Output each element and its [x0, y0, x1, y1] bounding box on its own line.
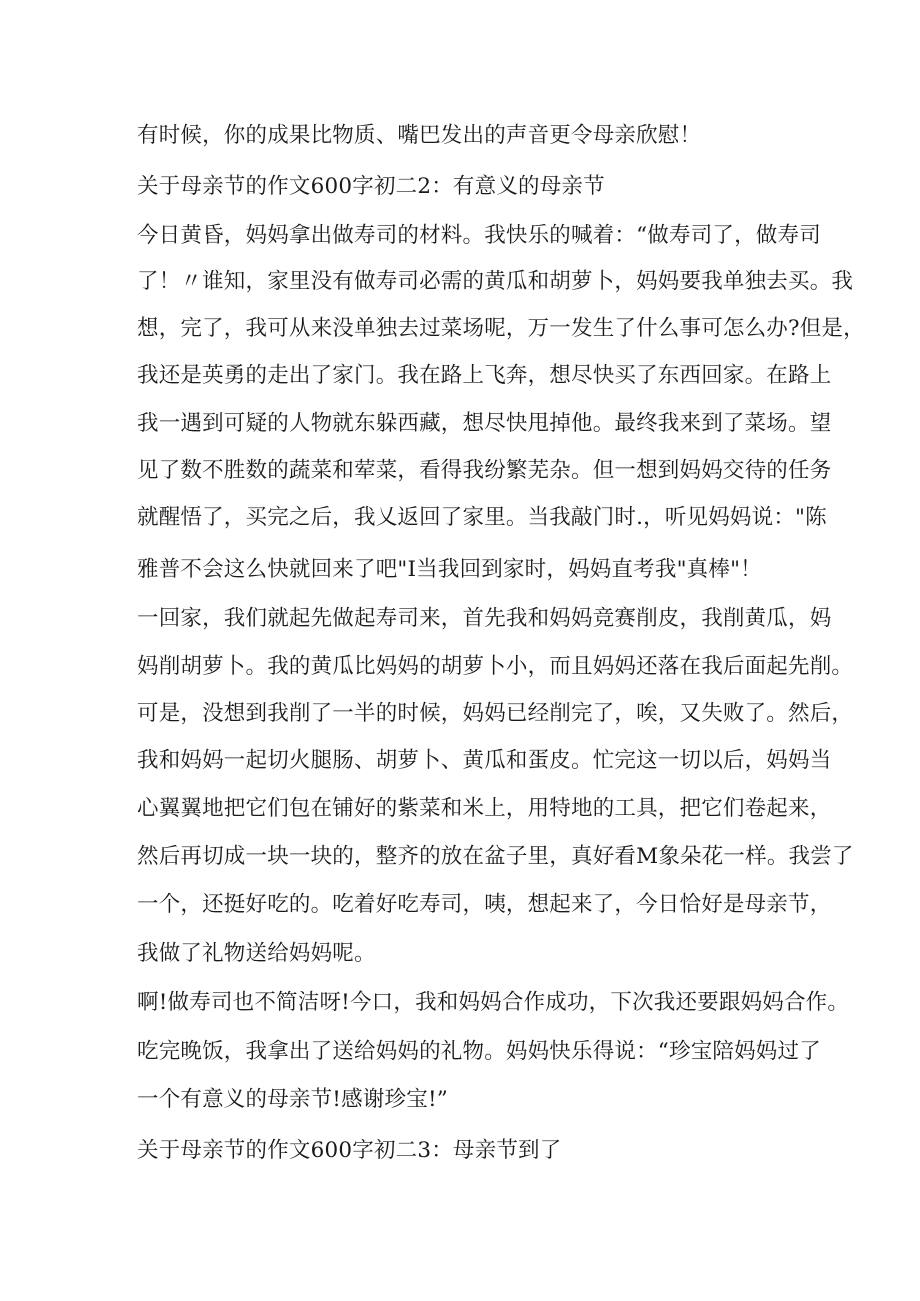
- text-line: 雅普不会这么快就回来了吧"I当我回到家时，妈妈直考我"真棒"！: [137, 557, 762, 582]
- text-line: 心翼翼地把它们包在铺好的紫菜和米上，用特地的工具，把它们卷起来，: [137, 796, 832, 821]
- text-line: 就醒悟了，买完之后，我乂返回了家里。当我敲门时.，听见妈妈说："陈: [137, 505, 827, 530]
- text-line: 有时候，你的成果比物质、嘴巴发出的声音更令母亲欣慰！: [137, 123, 702, 148]
- text-line: 想，完了，我可从来没单独去过菜场呢，万一发生了什么事可怎么办?但是，: [137, 316, 865, 341]
- text-line: 我一遇到可疑的人物就东躲西藏，想尽快甩掉他。最终我来到了菜场。望: [137, 411, 832, 436]
- section-heading: 关于母亲节的作文600字初二3：母亲节到了: [137, 1138, 562, 1163]
- text-line: 可是，没想到我削了一半的时候，妈妈已经削完了，唉，又失败了。然后，: [137, 701, 854, 726]
- text-line: 一回家，我们就起先做起寿司来，首先我和妈妈竞赛削皮，我削黄瓜，妈: [137, 606, 832, 631]
- text-line: 我和妈妈一起切火腿肠、胡萝卜、黄瓜和蛋皮。忙完这一切以后，妈妈当: [137, 748, 832, 773]
- section-heading: 关于母亲节的作文600字初二2：有意义的母亲节: [137, 174, 605, 199]
- text-line: 了！〃谁知，家里没有做寿司必需的黄瓜和胡萝卜，妈妈要我单独去买。我: [137, 269, 854, 294]
- text-line: 见了数不胜数的蔬菜和荤菜，看得我纷繁芜杂。但一想到妈妈交待的任务: [137, 458, 832, 483]
- text-line: 一个有意义的母亲节!感谢珍宝!”: [137, 1087, 448, 1112]
- text-line: 我做了礼物送给妈妈呢。: [137, 941, 376, 966]
- text-line: 我还是英勇的走出了家门。我在路上飞奔，想尽快买了东西回家。在路上: [137, 363, 832, 388]
- text-line: 一个，还挺好吃的。吃着好吃寿司，咦，想起来了，今日恰好是母亲节，: [137, 892, 832, 917]
- text-line: 妈削胡萝卜。我的黄瓜比妈妈的胡萝卜小，而且妈妈还落在我后面起先削。: [137, 654, 854, 679]
- text-line: 吃完晚饭，我拿出了送给妈妈的礼物。妈妈快乐得说：“珍宝陪妈妈过了: [137, 1039, 821, 1064]
- text-line: 今日黄昏，妈妈拿出做寿司的材料。我快乐的喊着：“做寿司了，做寿司: [137, 223, 821, 248]
- text-line: 啊!做寿司也不简洁呀!今口，我和妈妈合作成功，下次我还要跟妈妈合作。: [137, 990, 850, 1015]
- text-line: 然后再切成一块一块的，整齐的放在盆子里，真好看M象朵花一样。我尝了: [137, 844, 854, 869]
